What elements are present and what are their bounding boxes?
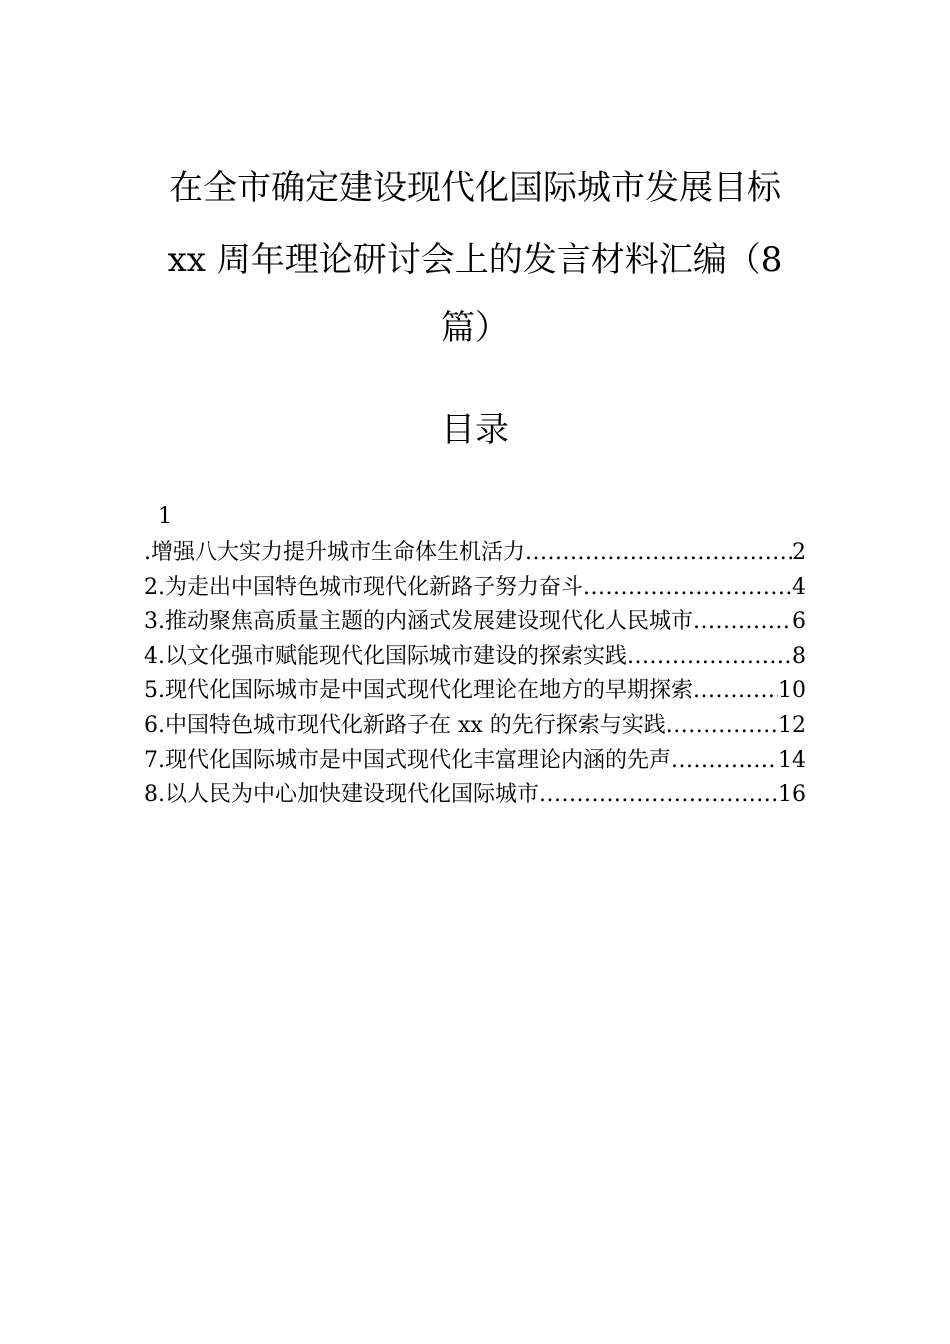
toc-item-title: .增强八大实力提升城市生命体生机活力 — [144, 540, 525, 565]
toc-item-page: 12 — [778, 712, 806, 738]
document-title-line-1: 在全市确定建设现代化国际城市发展目标 — [169, 168, 781, 208]
toc-leader-dots — [583, 571, 792, 605]
toc-item-title: 6.中国特色城市现代化新路子在 xx 的先行探索与实践 — [144, 712, 666, 738]
toc-item[interactable] — [144, 536, 806, 571]
toc-leader-dots — [693, 605, 792, 639]
document-title-line-3: 篇） — [441, 308, 509, 348]
toc-leader-dots — [627, 640, 792, 674]
toc-item-title: 2.为走出中国特色城市现代化新路子努力奋斗 — [144, 574, 583, 600]
toc-item[interactable] — [144, 674, 806, 709]
toc-item[interactable] — [144, 640, 806, 675]
toc-leader-dots — [666, 709, 778, 743]
toc-item[interactable] — [144, 778, 806, 813]
toc-heading: 目录 — [441, 410, 509, 450]
toc-leader-dots — [671, 744, 778, 778]
toc-first-number: 1 — [158, 504, 172, 529]
toc-item-title: 7.现代化国际城市是中国式现代化丰富理论内涵的先声 — [144, 747, 671, 773]
toc-item-title: 3.推动聚焦高质量主题的内涵式发展建设现代化人民城市 — [144, 609, 693, 635]
toc-item-page: 10 — [778, 678, 806, 704]
table-of-contents — [144, 536, 806, 813]
toc-item[interactable] — [144, 605, 806, 640]
toc-item-title: 5.现代化国际城市是中国式现代化理论在地方的早期探索 — [144, 678, 693, 704]
toc-item-page: 6 — [792, 609, 806, 635]
toc-item-page: 4 — [792, 574, 806, 600]
toc-leader-dots — [693, 674, 778, 708]
toc-leader-dots — [525, 536, 792, 570]
toc-item-page: 2 — [792, 540, 806, 565]
toc-item[interactable] — [144, 744, 806, 779]
toc-item[interactable] — [144, 571, 806, 606]
toc-leader-dots — [539, 778, 778, 812]
toc-item[interactable] — [144, 709, 806, 744]
toc-item-page: 14 — [778, 747, 806, 773]
document-title-line-2: xx 周年理论研讨会上的发言材料汇编（8 — [167, 240, 783, 280]
toc-item-title: 8.以人民为中心加快建设现代化国际城市 — [144, 782, 539, 808]
toc-item-page: 8 — [792, 643, 806, 669]
toc-item-title: 4.以文化强市赋能现代化国际城市建设的探索实践 — [144, 643, 627, 669]
toc-item-page: 16 — [778, 782, 806, 808]
